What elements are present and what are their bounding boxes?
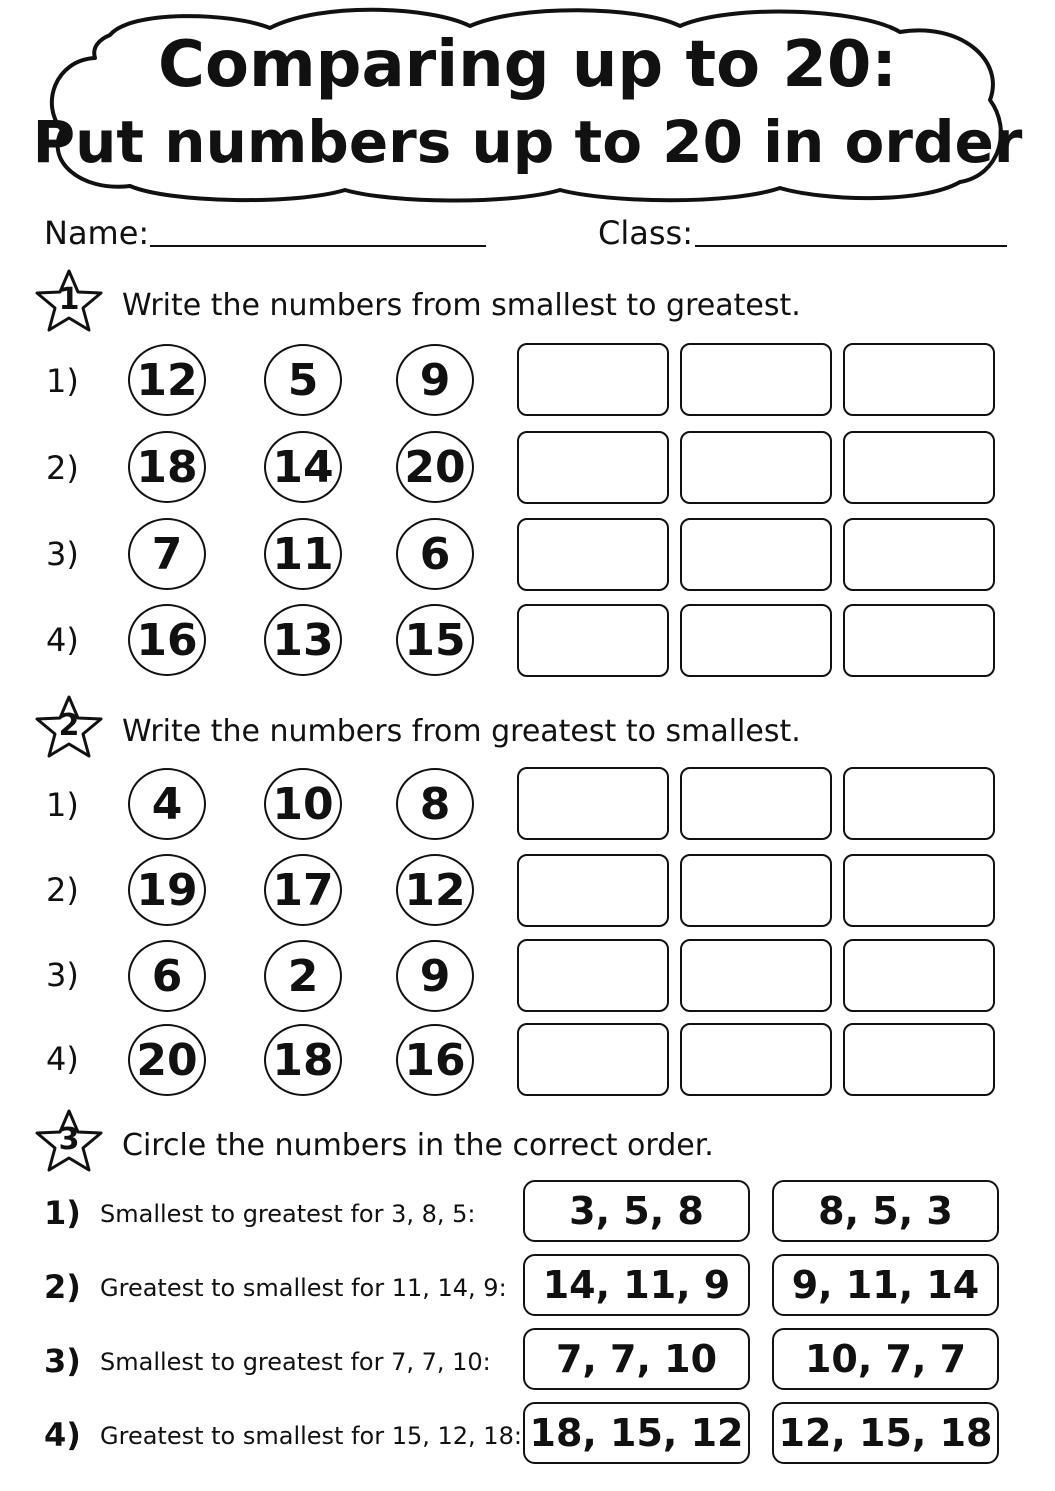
answer-box[interactable] [680,431,832,504]
number-circle: 18 [128,431,206,503]
answer-box[interactable] [517,1023,669,1096]
question-label: 4) [46,1040,79,1078]
question-prompt: Greatest to smallest for 15, 12, 18: [100,1422,522,1450]
number-circle: 12 [396,854,474,926]
number-circle: 9 [396,344,474,416]
title-line-1: Comparing up to 20: [158,28,897,102]
number-circle: 14 [264,431,342,503]
answer-box[interactable] [680,939,832,1012]
number-circle: 16 [396,1024,474,1096]
section-3-star-badge [34,1108,104,1174]
section-3-instruction: Circle the numbers in the correct order. [122,1128,714,1163]
name-field[interactable] [150,245,486,247]
number-circle: 18 [264,1024,342,1096]
question-label: 3) [44,1342,81,1380]
number-circle: 2 [264,940,342,1012]
number-circle: 12 [128,344,206,416]
question-label: 4) [44,1416,81,1454]
answer-option[interactable]: 12, 15, 18 [772,1402,999,1464]
answer-option[interactable]: 18, 15, 12 [523,1402,750,1464]
class-label: Class: [598,214,693,252]
answer-box[interactable] [680,854,832,927]
question-prompt: Greatest to smallest for 11, 14, 9: [100,1274,507,1302]
answer-box[interactable] [680,1023,832,1096]
answer-box[interactable] [680,767,832,840]
answer-box[interactable] [843,767,995,840]
section-2-number: 2 [58,708,80,743]
question-label: 2) [46,871,79,909]
answer-box[interactable] [843,343,995,416]
question-label: 3) [46,956,79,994]
answer-box[interactable] [680,604,832,677]
name-label: Name: [44,214,150,252]
answer-box[interactable] [843,518,995,591]
question-label: 2) [44,1268,81,1306]
answer-box[interactable] [843,939,995,1012]
question-prompt: Smallest to greatest for 7, 7, 10: [100,1348,491,1376]
answer-box[interactable] [517,343,669,416]
question-label: 1) [46,362,79,400]
number-circle: 7 [128,518,206,590]
number-circle: 8 [396,768,474,840]
number-circle: 9 [396,940,474,1012]
answer-box[interactable] [517,431,669,504]
question-label: 3) [46,535,79,573]
question-prompt: Smallest to greatest for 3, 8, 5: [100,1200,476,1228]
title-line-2: Put numbers up to 20 in order [32,108,1023,176]
number-circle: 6 [128,940,206,1012]
section-2-instruction: Write the numbers from greatest to smallest. [122,714,801,749]
number-circle: 20 [128,1024,206,1096]
section-1-number: 1 [58,282,80,317]
number-circle: 16 [128,604,206,676]
answer-option[interactable]: 10, 7, 7 [772,1328,999,1390]
answer-option[interactable]: 8, 5, 3 [772,1180,999,1242]
question-label: 2) [46,449,79,487]
answer-option[interactable]: 7, 7, 10 [523,1328,750,1390]
number-circle: 19 [128,854,206,926]
answer-option[interactable]: 14, 11, 9 [523,1254,750,1316]
number-circle: 13 [264,604,342,676]
answer-box[interactable] [680,343,832,416]
number-circle: 6 [396,518,474,590]
number-circle: 17 [264,854,342,926]
answer-box[interactable] [680,518,832,591]
answer-box[interactable] [843,604,995,677]
section-1-instruction: Write the numbers from smallest to greatest. [122,288,801,323]
question-label: 1) [44,1194,81,1232]
answer-box[interactable] [517,518,669,591]
section-3-number: 3 [58,1122,80,1157]
answer-box[interactable] [843,1023,995,1096]
class-field[interactable] [695,245,1007,247]
answer-box[interactable] [517,939,669,1012]
number-circle: 15 [396,604,474,676]
section-1-star-badge [34,268,104,334]
answer-box[interactable] [517,854,669,927]
number-circle: 11 [264,518,342,590]
number-circle: 4 [128,768,206,840]
number-circle: 10 [264,768,342,840]
answer-box[interactable] [843,431,995,504]
answer-option[interactable]: 9, 11, 14 [772,1254,999,1316]
question-label: 4) [46,621,79,659]
answer-box[interactable] [517,767,669,840]
answer-box[interactable] [843,854,995,927]
number-circle: 5 [264,344,342,416]
section-2-star-badge [34,694,104,760]
answer-box[interactable] [517,604,669,677]
question-label: 1) [46,786,79,824]
answer-option[interactable]: 3, 5, 8 [523,1180,750,1242]
number-circle: 20 [396,431,474,503]
